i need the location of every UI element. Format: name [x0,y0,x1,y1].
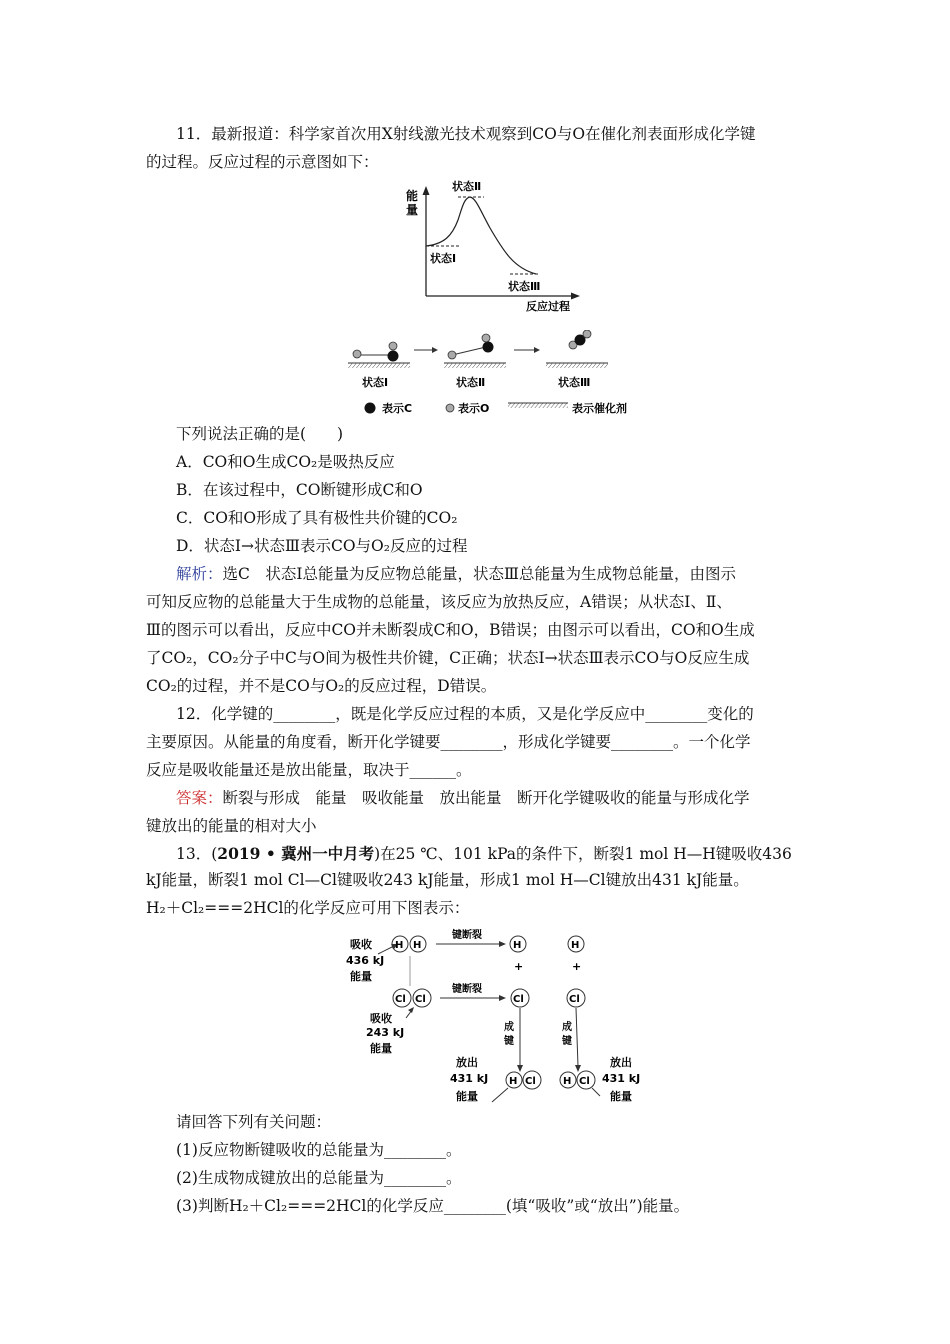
analysis-label: 解析： [176,565,223,583]
svg-text:H: H [509,1076,518,1087]
q11-stem-line1: 11．最新报道：科学家首次用X射线激光技术观察到CO与O在催化剂表面形成化学键 [176,125,756,143]
scheme-state2: 状态Ⅱ [456,376,486,389]
reaction-scheme [340,330,640,420]
q11-analysis-line3: Ⅲ的图示可以看出，反应中CO并未断裂成C和O，B错误；由图示可以看出，CO和O生成 [146,621,755,639]
chart-y-arrow [423,186,430,195]
q11-option-b: B．在该过程中，CO断键形成C和O [176,481,423,499]
q13-prompt: 请回答下列有关问题： [176,1113,332,1131]
svg-text:H: H [571,940,580,951]
q11-analysis-line5: CO₂的过程，并不是CO与O₂的反应过程，D错误。 [146,677,497,695]
q13-sub3: (3)判断H₂＋Cl₂===2HCl的化学反应________(填“吸收”或“放出”)能量。 [176,1197,690,1215]
q11-stem-line2: 的过程。反应过程的示意图如下： [146,153,379,171]
scheme-state3: 状态Ⅲ [558,376,591,389]
svg-text:H: H [413,940,422,951]
absorb-436-line2: 436 kJ [346,954,385,967]
legend-catalyst-icon [508,403,568,408]
q12-line2: 主要原因。从能量的角度看，断开化学键要________，形成化学键要________。一个化学 [146,733,751,751]
q11-option-d: D．状态Ⅰ→状态Ⅲ表示CO与O₂反应的过程 [176,537,468,555]
release-left-1: 放出 [456,1056,478,1069]
scheme-state1: 状态Ⅰ [362,376,389,389]
absorb-243-line2: 243 kJ [366,1026,405,1039]
bond-2 [452,347,486,355]
legend-oxygen-label: 表示O [458,402,490,415]
chart-state3-label: 状态Ⅲ [508,280,541,293]
answer-text-1: 断裂与形成 能量 吸收能量 放出能量 断开化学键吸收的能量与形成化学 [222,789,750,807]
oxygen-atom-1 [353,350,361,358]
chart-ylabel-1: 能 [406,189,419,203]
svg-text:Cl: Cl [395,994,406,1005]
oxygen-atom-3b [583,330,591,338]
oxygen-atom-2 [448,351,456,359]
svg-text:H: H [395,940,404,951]
carbon-atom-1 [388,351,399,362]
q13-line2: kJ能量，断裂1 mol Cl—Cl键吸收243 kJ能量，形成1 mol H—Cl键放出431 kJ能量。 [146,871,749,889]
svg-text:Cl: Cl [513,994,524,1005]
oxygen-atom-1b [389,342,397,350]
q13-source: 2019 • 冀州一中月考 [217,844,375,863]
q13-line1-rest: )在25 ℃、101 kPa的条件下，断裂1 mol H—H键吸收436 [374,845,792,863]
bond-break-label-1: 键断裂 [452,930,482,941]
form-bond-2b: 键 [562,1036,572,1047]
absorb-243-line3: 能量 [370,1042,392,1055]
svg-text:Cl: Cl [569,994,580,1005]
q12-line1: 12．化学键的________，既是化学反应过程的本质，又是化学反应中________变化的 [176,705,754,723]
q12-answer-line1 [176,788,750,808]
energy-profile-chart [400,176,590,316]
q12-answer-line2: 键放出的能量的相对大小 [146,817,317,835]
plus-1: + [514,960,524,973]
catalyst-surface-2 [444,363,506,368]
release-right-1: 放出 [610,1056,632,1069]
oxygen-atom-2b [482,334,490,342]
absorb-436-line1: 吸收 [350,938,372,951]
plus-2: + [572,960,582,973]
catalyst-surface-1 [348,363,410,368]
q11-question: 下列说法正确的是( ) [176,425,344,443]
svg-text:H: H [513,940,522,951]
q11-analysis-line4: 了CO₂，CO₂分子中C与O间为极性共价键，C正确；状态Ⅰ→状态Ⅲ表示CO与O反应生成 [146,649,750,667]
analysis-text-1: 选C 状态Ⅰ总能量为反应物总能量，状态Ⅲ总能量为生成物总能量，由图示 [222,565,736,583]
svg-text:Cl: Cl [525,1076,536,1087]
chart-xlabel: 反应过程 [526,300,570,313]
chart-ylabel-2: 量 [406,203,419,217]
q11-analysis-line1 [176,564,736,584]
q13-line3: H₂＋Cl₂===2HCl的化学反应可用下图表示： [146,899,470,917]
catalyst-surface-3 [546,363,608,368]
q11-option-a: A．CO和O生成CO₂是吸热反应 [176,453,395,471]
carbon-atom-2 [483,342,494,353]
form-bond-1b: 键 [504,1036,514,1047]
q13-sub1: (1)反应物断键吸收的总能量为________。 [176,1141,462,1159]
svg-text:Cl: Cl [415,994,426,1005]
svg-text:Cl: Cl [579,1076,590,1087]
chart-state1-label: 状态Ⅰ [430,252,457,265]
answer-label: 答案： [176,789,223,807]
absorb-436-line3: 能量 [350,970,372,983]
form-bond-2a: 成 [562,1022,572,1033]
q13-sub2: (2)生成物成键放出的总能量为________。 [176,1169,462,1187]
form-bond-1a: 成 [504,1022,514,1033]
legend-carbon-icon [365,403,376,414]
release-labels [430,1052,690,1112]
q11-analysis-line2: 可知反应物的总能量大于生成物的总能量，该反应为放热反应，A错误；从状态Ⅰ、Ⅱ、 [146,593,732,611]
chart-x-arrow [571,293,580,300]
q13-num: 13．( [176,845,218,863]
absorb-243-line1: 吸收 [370,1012,392,1025]
bond-break-label-2: 键断裂 [452,984,482,995]
legend-catalyst-label: 表示催化剂 [572,402,627,415]
q13-line1 [176,844,792,864]
release-left-3: 能量 [456,1090,478,1103]
chart-state2-label: 状态Ⅱ [452,180,482,193]
release-left-2: 431 kJ [450,1072,489,1085]
q12-line3: 反应是吸收能量还是放出能量，取决于______。 [146,761,472,779]
legend-carbon-label: 表示C [382,402,413,415]
q11-option-c: C．CO和O形成了具有极性共价键的CO₂ [176,509,458,527]
release-right-3: 能量 [610,1090,632,1103]
legend-oxygen-icon [446,404,454,412]
release-right-2: 431 kJ [602,1072,641,1085]
svg-text:H: H [563,1076,572,1087]
